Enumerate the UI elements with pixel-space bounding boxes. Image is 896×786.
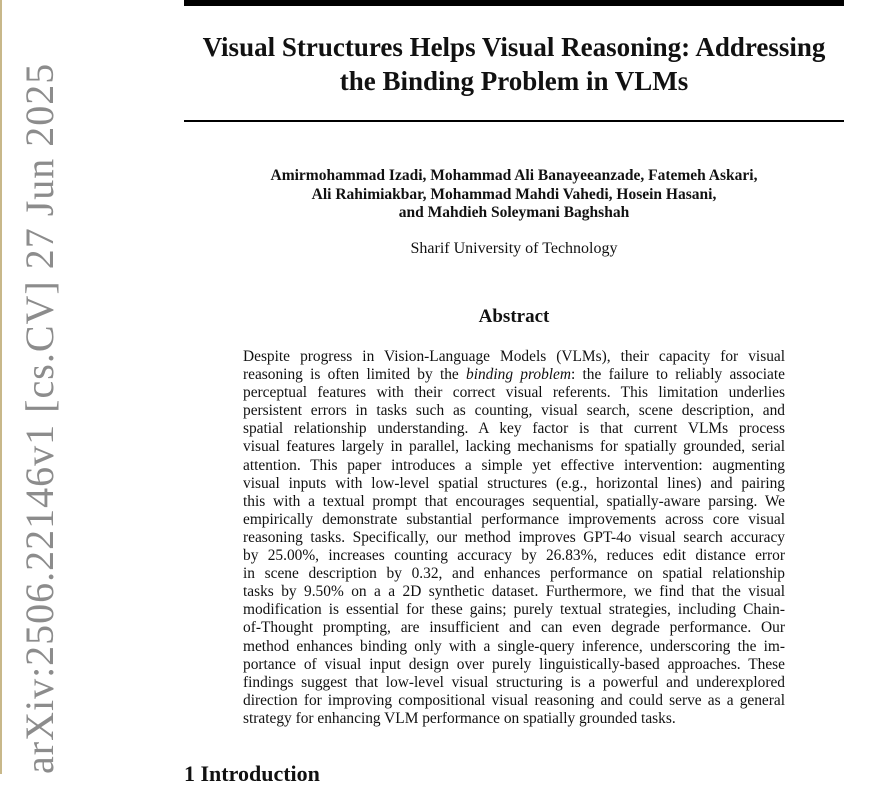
abstract-line: Despite progress in Vision-Language Models (VLMs), their capacity for visual: [243, 348, 785, 365]
abstract-line: reasoning tasks. Specifically, our method improves GPT-4o visual search accuracy: [243, 528, 785, 546]
paper-title: [184, 30, 844, 98]
abstract-line: visual inputs with low-level spatial structures (e.g., horizontal lines) and pairing: [243, 474, 785, 492]
abstract-line: findings suggest that low-level visual structuring is a powerful and underexplored: [243, 673, 785, 691]
author-line-1: Amirmohammad Izadi, Mohammad Ali Banayeeanzade, Fatemeh Askari,: [270, 167, 758, 184]
abstract-line: spatial relationship understanding. A key factor is that current VLMs process: [243, 420, 785, 438]
abstract-line: strategy for enhancing VLM performance on spatially grounded tasks.: [243, 709, 676, 727]
title-bottom-rule: [184, 120, 844, 122]
author-list: [184, 167, 844, 223]
abstract-line: this with a textual prompt that encourages sequential, spatially-aware parsing. We: [243, 492, 785, 510]
paper-title-line-1: Visual Structures Helps Visual Reasoning: Addressing: [202, 32, 826, 62]
title-top-rule: [184, 0, 844, 6]
author-line-2: Ali Rahimiakbar, Mohammad Mahdi Vahedi, Hosein Hasani,: [311, 185, 717, 203]
author-line-3: and Mahdieh Soleymani Baghshah: [398, 204, 630, 221]
abstract-body: [243, 348, 785, 728]
abstract-line: visual features largely in parallel, lacking mechanisms for spatially grounded, serial: [243, 438, 785, 456]
abstract-line: persistent errors in tasks such as counting, visual search, scene description, and: [243, 402, 785, 420]
abstract-line: reasoning is often limited by the binding problem: the failure to reliably associate: [243, 366, 785, 384]
affiliation: Sharif University of Technology: [410, 240, 618, 257]
abstract-line: attention. This paper introduces a simple yet effective intervention: augmenting: [243, 456, 785, 474]
abstract-line: method enhances binding only with a single-query inference, underscoring the im-: [243, 637, 785, 655]
abstract-line: by 25.00%, increases counting accuracy by 26.83%, reduces edit distance error: [243, 547, 785, 565]
abstract-line: of-Thought prompting, are insufficient and can even degrade performance. Our: [243, 619, 785, 637]
abstract-line: modification is essential for these gains; purely textual strategies, including Chain-: [243, 601, 785, 619]
page-left-edge: [0, 0, 2, 774]
abstract-line: tasks by 9.50% on a a 2D synthetic dataset. Furthermore, we find that the visual: [243, 583, 785, 601]
abstract-line: portance of visual input design over purely linguistically-based approaches. These: [243, 655, 785, 673]
abstract-line: in scene description by 0.32, and enhances performance on spatial relationship: [243, 565, 785, 583]
paper-title-line-2: the Binding Problem in VLMs: [339, 66, 689, 96]
section-heading-introduction: 1 Introduction: [184, 761, 320, 786]
abstract-line: empirically demonstrate substantial performance improvements across core visual: [243, 510, 785, 528]
abstract-line: direction for improving compositional visual reasoning and could serve as a general: [243, 691, 785, 709]
arxiv-identifier-stamp: arXiv:2506.22146v1 [cs.CV] 27 Jun 2025: [17, 62, 62, 774]
abstract-heading: Abstract: [478, 306, 550, 327]
abstract-line: perceptual features with their correct visual referents. This limitation underlies: [243, 384, 785, 402]
